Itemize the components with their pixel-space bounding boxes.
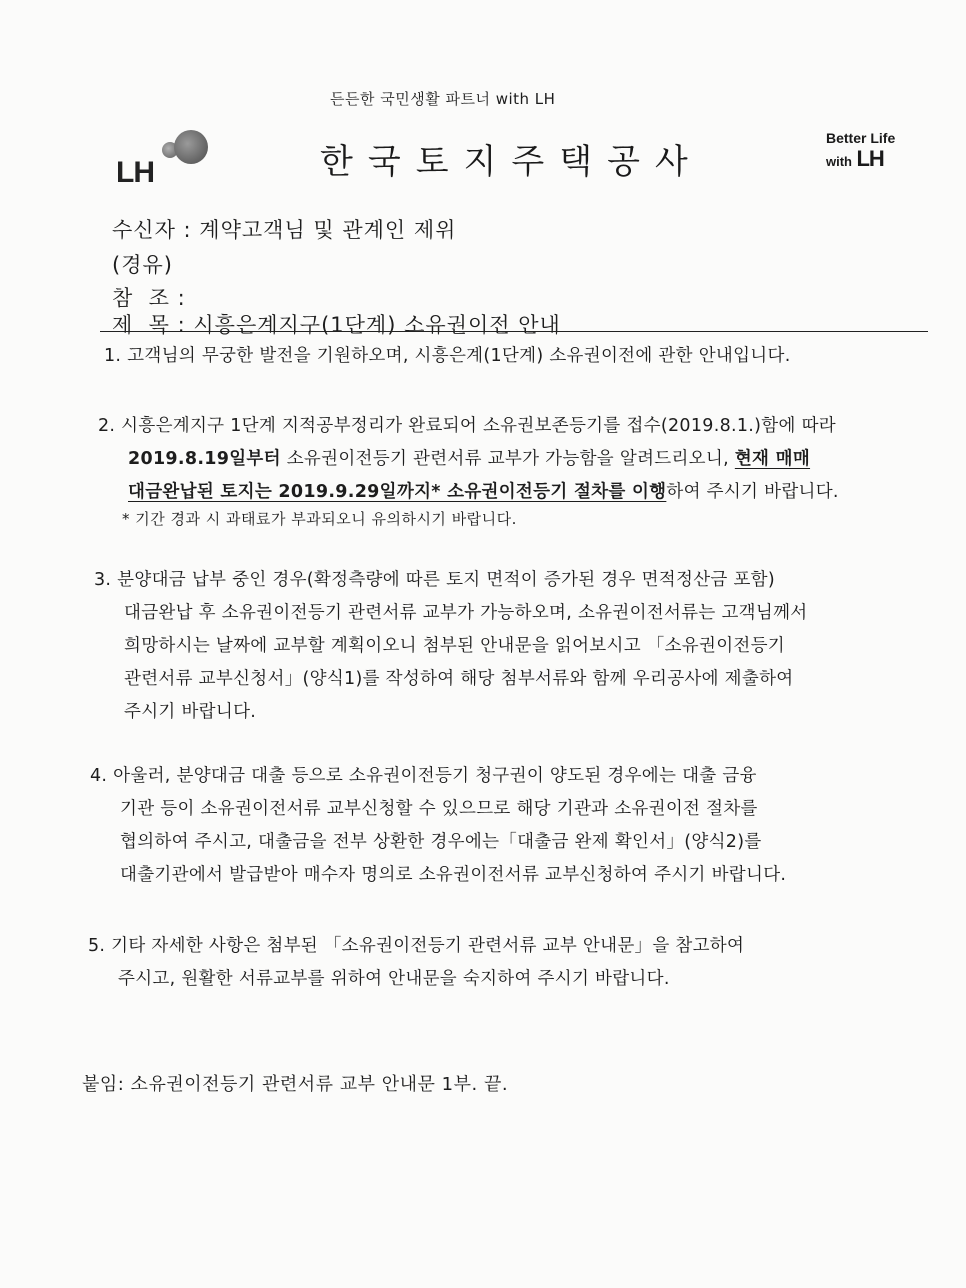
subject-divider: [100, 331, 928, 332]
attachment-note: 붙임: 소유권이전등기 관련서류 교부 안내문 1부. 끝.: [82, 1074, 509, 1095]
start-date-text: 2019.8.19일부터: [128, 449, 281, 469]
paragraph-line: 희망하시는 날짜에 교부할 계획이오니 첨부된 안내문을 읽어보시고 「소유권이전등기: [124, 636, 786, 656]
logo-text: LH: [116, 156, 154, 189]
paragraph-4: [90, 760, 786, 892]
paragraph-line: 2019.8.19일부터 소유권이전등기 관련서류 교부가 가능함을 알려드리오니, 현재 매매: [128, 449, 811, 469]
via-label: (경유): [112, 253, 173, 277]
paragraph-2: [98, 410, 839, 509]
paragraph-5: [88, 930, 744, 996]
subject-label: 제 목 :: [112, 313, 186, 337]
paragraph-line: 2. 시흥은계지구 1단계 지적공부정리가 완료되어 소유권보존등기를 접수(2019.8.1.)함에 따라: [98, 416, 836, 436]
paragraph-line: 대출기관에서 발급받아 매수자 명의로 소유권이전서류 교부신청하여 주시기 바랍니다.: [120, 865, 787, 885]
recipient-label: 수신자 :: [112, 218, 192, 242]
paragraph-3: [94, 564, 807, 729]
logo-slogan-line2: with LH: [826, 146, 884, 171]
paragraph-line: 관련서류 교부신청서」(양식1)를 작성하여 해당 첨부서류와 함께 우리공사에 제출하여: [124, 669, 794, 689]
reference-row: [112, 282, 186, 312]
paragraph-line: 대금완납된 토지는 2019.9.29일까지* 소유권이전등기 절차를 이행하여 주시기 바랍니다.: [128, 482, 839, 502]
paragraph-1: [104, 340, 791, 373]
tagline: 든든한 국민생활 파트너 with LH: [330, 90, 556, 108]
via-row: [112, 249, 173, 279]
paragraph-line: 대금완납 후 소유권이전등기 관련서류 교부가 가능하오며, 소유권이전서류는 고객님께서: [124, 603, 808, 623]
emphasis-text: 현재 매매: [734, 449, 811, 469]
lh-logo: [116, 126, 216, 192]
recipient-row: [112, 214, 456, 244]
logo-dot-large: [174, 130, 208, 164]
paragraph-line: 기관 등이 소유권이전서류 교부신청할 수 있으므로 해당 기관과 소유권이전 절차를: [120, 799, 758, 819]
organization-title: 한국토지주택공사: [320, 142, 703, 182]
paragraph-line: 1. 고객님의 무궁한 발전을 기원하오며, 시흥은계(1단계) 소유권이전에 관한 안내입니다.: [104, 346, 791, 366]
paragraph-line: 5. 기타 자세한 사항은 첨부된 「소유권이전등기 관련서류 교부 안내문」을 참고하여: [88, 936, 745, 956]
paragraph-line: 주시고, 원활한 서류교부를 위하여 안내문을 숙지하여 주시기 바랍니다.: [118, 969, 670, 989]
paragraph-line: 주시기 바랍니다.: [124, 702, 257, 722]
reference-label: 참 조 :: [112, 286, 186, 310]
penalty-note: * 기간 경과 시 과태료가 부과되오니 유의하시기 바랍니다.: [122, 510, 517, 528]
paragraph-line: 협의하여 주시고, 대출금을 전부 상환한 경우에는「대출금 완제 확인서」(양식2)를: [120, 832, 762, 852]
subject-value: 시흥은계지구(1단계) 소유권이전 안내: [193, 313, 561, 337]
paragraph-line: 3. 분양대금 납부 중인 경우(확정측량에 따른 토지 면적이 증가된 경우 면적정산금 포함): [94, 570, 776, 590]
deadline-text: 대금완납된 토지는 2019.9.29일까지* 소유권이전등기 절차를 이행: [128, 482, 667, 502]
subject-row: [112, 309, 561, 339]
logo-slogan-line1: Better Life: [826, 130, 896, 146]
paragraph-line: 4. 아울러, 분양대금 대출 등으로 소유권이전등기 청구권이 양도된 경우에는 대출 금융: [90, 766, 757, 786]
recipient-value: 계약고객님 및 관계인 제위: [199, 218, 457, 242]
better-life-logo: [826, 130, 926, 172]
